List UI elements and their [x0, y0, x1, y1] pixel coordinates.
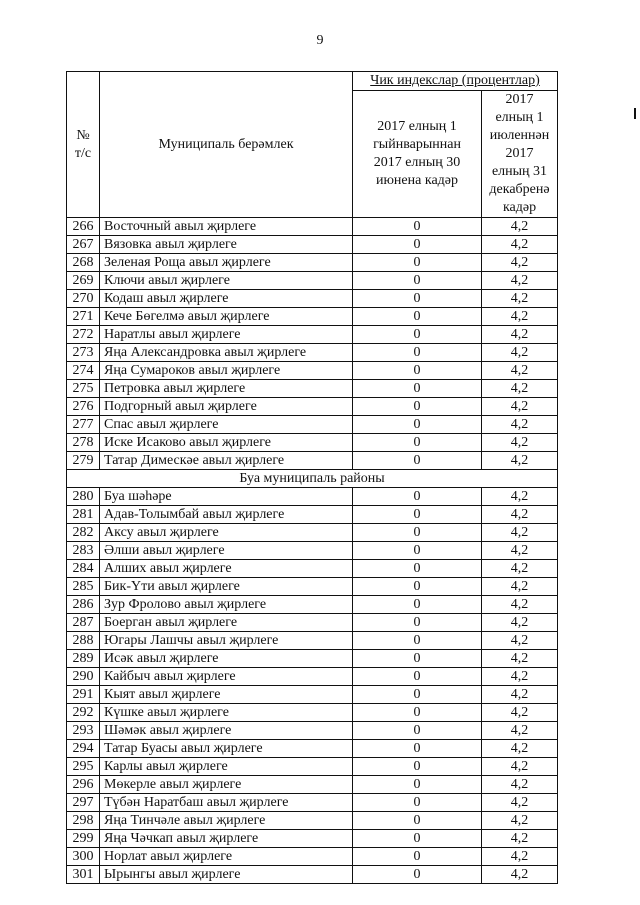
row-number: 273: [67, 344, 100, 362]
row-number: 297: [67, 794, 100, 812]
index-first-half: 0: [353, 524, 482, 542]
municipality-name: Татар Буасы авыл җирлеге: [100, 740, 353, 758]
index-first-half: 0: [353, 344, 482, 362]
table-row: [67, 344, 558, 362]
municipality-name: Татар Димескәе авыл җирлеге: [100, 452, 353, 470]
index-second-half: 4,2: [482, 290, 558, 308]
index-first-half: 0: [353, 308, 482, 326]
municipality-name: Кече Бөгелмә авыл җирлеге: [100, 308, 353, 326]
row-number: 288: [67, 632, 100, 650]
table-row: [67, 596, 558, 614]
header-group-limits: Чик индекслар (процентлар): [353, 72, 558, 91]
table-row: [67, 290, 558, 308]
index-first-half: 0: [353, 866, 482, 884]
table-row: [67, 722, 558, 740]
section-title: Буа муниципаль районы: [67, 470, 558, 488]
table-row: [67, 236, 558, 254]
index-second-half: 4,2: [482, 632, 558, 650]
index-first-half: 0: [353, 488, 482, 506]
municipality-name: Югары Лашчы авыл җирлеге: [100, 632, 353, 650]
index-first-half: 0: [353, 812, 482, 830]
row-number: 299: [67, 830, 100, 848]
municipality-name: Яңа Тинчәле авыл җирлеге: [100, 812, 353, 830]
index-second-half: 4,2: [482, 830, 558, 848]
table-row: [67, 524, 558, 542]
indices-table: [66, 71, 558, 884]
index-second-half: 4,2: [482, 722, 558, 740]
table-row: [67, 830, 558, 848]
index-second-half: 4,2: [482, 776, 558, 794]
municipality-name: Шәмәк авыл җирлеге: [100, 722, 353, 740]
row-number: 290: [67, 668, 100, 686]
index-second-half: 4,2: [482, 650, 558, 668]
municipality-name: Буа шәһәре: [100, 488, 353, 506]
row-number: 275: [67, 380, 100, 398]
row-number: 295: [67, 758, 100, 776]
row-number: 278: [67, 434, 100, 452]
index-second-half: 4,2: [482, 614, 558, 632]
municipality-name: Адав-Толымбай авыл җирлеге: [100, 506, 353, 524]
index-second-half: 4,2: [482, 416, 558, 434]
municipality-name: Вязовка авыл җирлеге: [100, 236, 353, 254]
index-second-half: 4,2: [482, 272, 558, 290]
index-first-half: 0: [353, 758, 482, 776]
row-number: 276: [67, 398, 100, 416]
row-number: 285: [67, 578, 100, 596]
row-number: 292: [67, 704, 100, 722]
municipality-name: Зур Фролово авыл җирлеге: [100, 596, 353, 614]
index-first-half: 0: [353, 848, 482, 866]
index-first-half: 0: [353, 830, 482, 848]
index-first-half: 0: [353, 704, 482, 722]
index-first-half: 0: [353, 272, 482, 290]
municipality-name: Иске Исаково авыл җирлеге: [100, 434, 353, 452]
table-row: [67, 812, 558, 830]
index-second-half: 4,2: [482, 236, 558, 254]
table-row: [67, 632, 558, 650]
row-number: 287: [67, 614, 100, 632]
municipality-name: Подгорный авыл җирлеге: [100, 398, 353, 416]
table-row: [67, 452, 558, 470]
municipality-name: Восточный авыл җирлеге: [100, 218, 353, 236]
municipality-name: Күшке авыл җирлеге: [100, 704, 353, 722]
index-first-half: 0: [353, 290, 482, 308]
index-first-half: 0: [353, 236, 482, 254]
row-number: 266: [67, 218, 100, 236]
index-second-half: 4,2: [482, 308, 558, 326]
table-row: [67, 326, 558, 344]
index-second-half: 4,2: [482, 686, 558, 704]
index-second-half: 4,2: [482, 254, 558, 272]
index-second-half: 4,2: [482, 218, 558, 236]
row-number: 296: [67, 776, 100, 794]
municipality-name: Исәк авыл җирлеге: [100, 650, 353, 668]
index-first-half: 0: [353, 578, 482, 596]
index-second-half: 4,2: [482, 668, 558, 686]
municipality-name: Ключи авыл җирлеге: [100, 272, 353, 290]
municipality-name: Боерган авыл җирлеге: [100, 614, 353, 632]
row-number: 270: [67, 290, 100, 308]
index-first-half: 0: [353, 632, 482, 650]
row-number: 274: [67, 362, 100, 380]
index-first-half: 0: [353, 254, 482, 272]
table-row: [67, 614, 558, 632]
municipality-name: Аксу авыл җирлеге: [100, 524, 353, 542]
municipality-name: Алших авыл җирлеге: [100, 560, 353, 578]
municipality-name: Наратлы авыл җирлеге: [100, 326, 353, 344]
index-second-half: 4,2: [482, 704, 558, 722]
row-number: 286: [67, 596, 100, 614]
table-row: [67, 560, 558, 578]
index-second-half: 4,2: [482, 488, 558, 506]
row-number: 267: [67, 236, 100, 254]
index-second-half: 4,2: [482, 740, 558, 758]
index-first-half: 0: [353, 596, 482, 614]
page-number: 9: [316, 33, 324, 48]
index-first-half: 0: [353, 560, 482, 578]
municipality-name: Спас авыл җирлеге: [100, 416, 353, 434]
index-second-half: 4,2: [482, 596, 558, 614]
table-row: [67, 542, 558, 560]
table-row: [67, 506, 558, 524]
municipality-name: Кодаш авыл җирлеге: [100, 290, 353, 308]
municipality-name: Кыят авыл җирлеге: [100, 686, 353, 704]
section-row-group: [67, 470, 558, 488]
index-second-half: 4,2: [482, 326, 558, 344]
municipality-name: Бик-Үти авыл җирлеге: [100, 578, 353, 596]
row-number: 271: [67, 308, 100, 326]
table-row: [67, 380, 558, 398]
municipality-name: Яңа Чәчкап авыл җирлеге: [100, 830, 353, 848]
row-number: 298: [67, 812, 100, 830]
row-number: 277: [67, 416, 100, 434]
index-second-half: 4,2: [482, 560, 558, 578]
header-number: № т/с: [67, 72, 100, 218]
row-number: 268: [67, 254, 100, 272]
row-number: 291: [67, 686, 100, 704]
table-row: [67, 272, 558, 290]
index-first-half: 0: [353, 380, 482, 398]
table-row: [67, 254, 558, 272]
table-row: [67, 416, 558, 434]
index-second-half: 4,2: [482, 524, 558, 542]
municipality-name: Петровка авыл җирлеге: [100, 380, 353, 398]
header-period-first-half: 2017 елның 1 гыйнварыннан 2017 елның 30 июнена кадәр: [353, 91, 482, 218]
index-second-half: 4,2: [482, 812, 558, 830]
index-second-half: 4,2: [482, 506, 558, 524]
municipality-name: Зеленая Роща авыл җирлеге: [100, 254, 353, 272]
index-first-half: 0: [353, 218, 482, 236]
table-row: [67, 308, 558, 326]
table-row: [67, 218, 558, 236]
index-first-half: 0: [353, 794, 482, 812]
table-row: [67, 776, 558, 794]
table-row: [67, 434, 558, 452]
table-row: [67, 578, 558, 596]
row-number: 279: [67, 452, 100, 470]
row-number: 284: [67, 560, 100, 578]
municipality-name: Норлат авыл җирлеге: [100, 848, 353, 866]
index-second-half: 4,2: [482, 848, 558, 866]
index-first-half: 0: [353, 740, 482, 758]
table-body-part-2: [67, 488, 558, 884]
index-second-half: 4,2: [482, 398, 558, 416]
index-first-half: 0: [353, 668, 482, 686]
municipality-name: Түбән Наратбаш авыл җирлеге: [100, 794, 353, 812]
index-first-half: 0: [353, 542, 482, 560]
index-first-half: 0: [353, 362, 482, 380]
index-second-half: 4,2: [482, 452, 558, 470]
table-row: [67, 794, 558, 812]
index-first-half: 0: [353, 398, 482, 416]
municipality-name: Ырынгы авыл җирлеге: [100, 866, 353, 884]
index-first-half: 0: [353, 776, 482, 794]
index-second-half: 4,2: [482, 578, 558, 596]
index-first-half: 0: [353, 650, 482, 668]
header-municipality: Муниципаль берәмлек: [100, 72, 353, 218]
index-first-half: 0: [353, 416, 482, 434]
index-first-half: 0: [353, 326, 482, 344]
row-number: 272: [67, 326, 100, 344]
table-row: [67, 362, 558, 380]
index-first-half: 0: [353, 434, 482, 452]
municipality-name: Карлы авыл җирлеге: [100, 758, 353, 776]
index-second-half: 4,2: [482, 380, 558, 398]
table-row: [67, 650, 558, 668]
table-body-part-1: [67, 218, 558, 470]
table-row: [67, 848, 558, 866]
row-number: 300: [67, 848, 100, 866]
table-row: [67, 398, 558, 416]
row-number: 280: [67, 488, 100, 506]
row-number: 283: [67, 542, 100, 560]
index-second-half: 4,2: [482, 758, 558, 776]
municipality-name: Әлши авыл җирлеге: [100, 542, 353, 560]
row-number: 282: [67, 524, 100, 542]
edge-mark: [634, 108, 636, 119]
index-first-half: 0: [353, 506, 482, 524]
row-number: 293: [67, 722, 100, 740]
index-second-half: 4,2: [482, 866, 558, 884]
row-number: 281: [67, 506, 100, 524]
table-row: [67, 740, 558, 758]
index-second-half: 4,2: [482, 434, 558, 452]
table-row: [67, 758, 558, 776]
table-row: [67, 704, 558, 722]
municipality-name: Яңа Александровка авыл җирлеге: [100, 344, 353, 362]
index-second-half: 4,2: [482, 344, 558, 362]
table-row: [67, 668, 558, 686]
row-number: 294: [67, 740, 100, 758]
index-first-half: 0: [353, 722, 482, 740]
row-number: 301: [67, 866, 100, 884]
row-number: 289: [67, 650, 100, 668]
index-first-half: 0: [353, 452, 482, 470]
municipality-name: Кайбыч авыл җирлеге: [100, 668, 353, 686]
table-row: [67, 686, 558, 704]
municipality-name: Яңа Сумароков авыл җирлеге: [100, 362, 353, 380]
section-row: [67, 470, 558, 488]
index-first-half: 0: [353, 614, 482, 632]
table-row: [67, 488, 558, 506]
row-number: 269: [67, 272, 100, 290]
municipality-name: Мөкерле авыл җирлеге: [100, 776, 353, 794]
index-second-half: 4,2: [482, 362, 558, 380]
header-period-second-half: 2017 елның 1 июленнән 2017 елның 31 декабренә кадәр: [482, 91, 558, 218]
index-second-half: 4,2: [482, 794, 558, 812]
table-row: [67, 866, 558, 884]
index-second-half: 4,2: [482, 542, 558, 560]
index-first-half: 0: [353, 686, 482, 704]
